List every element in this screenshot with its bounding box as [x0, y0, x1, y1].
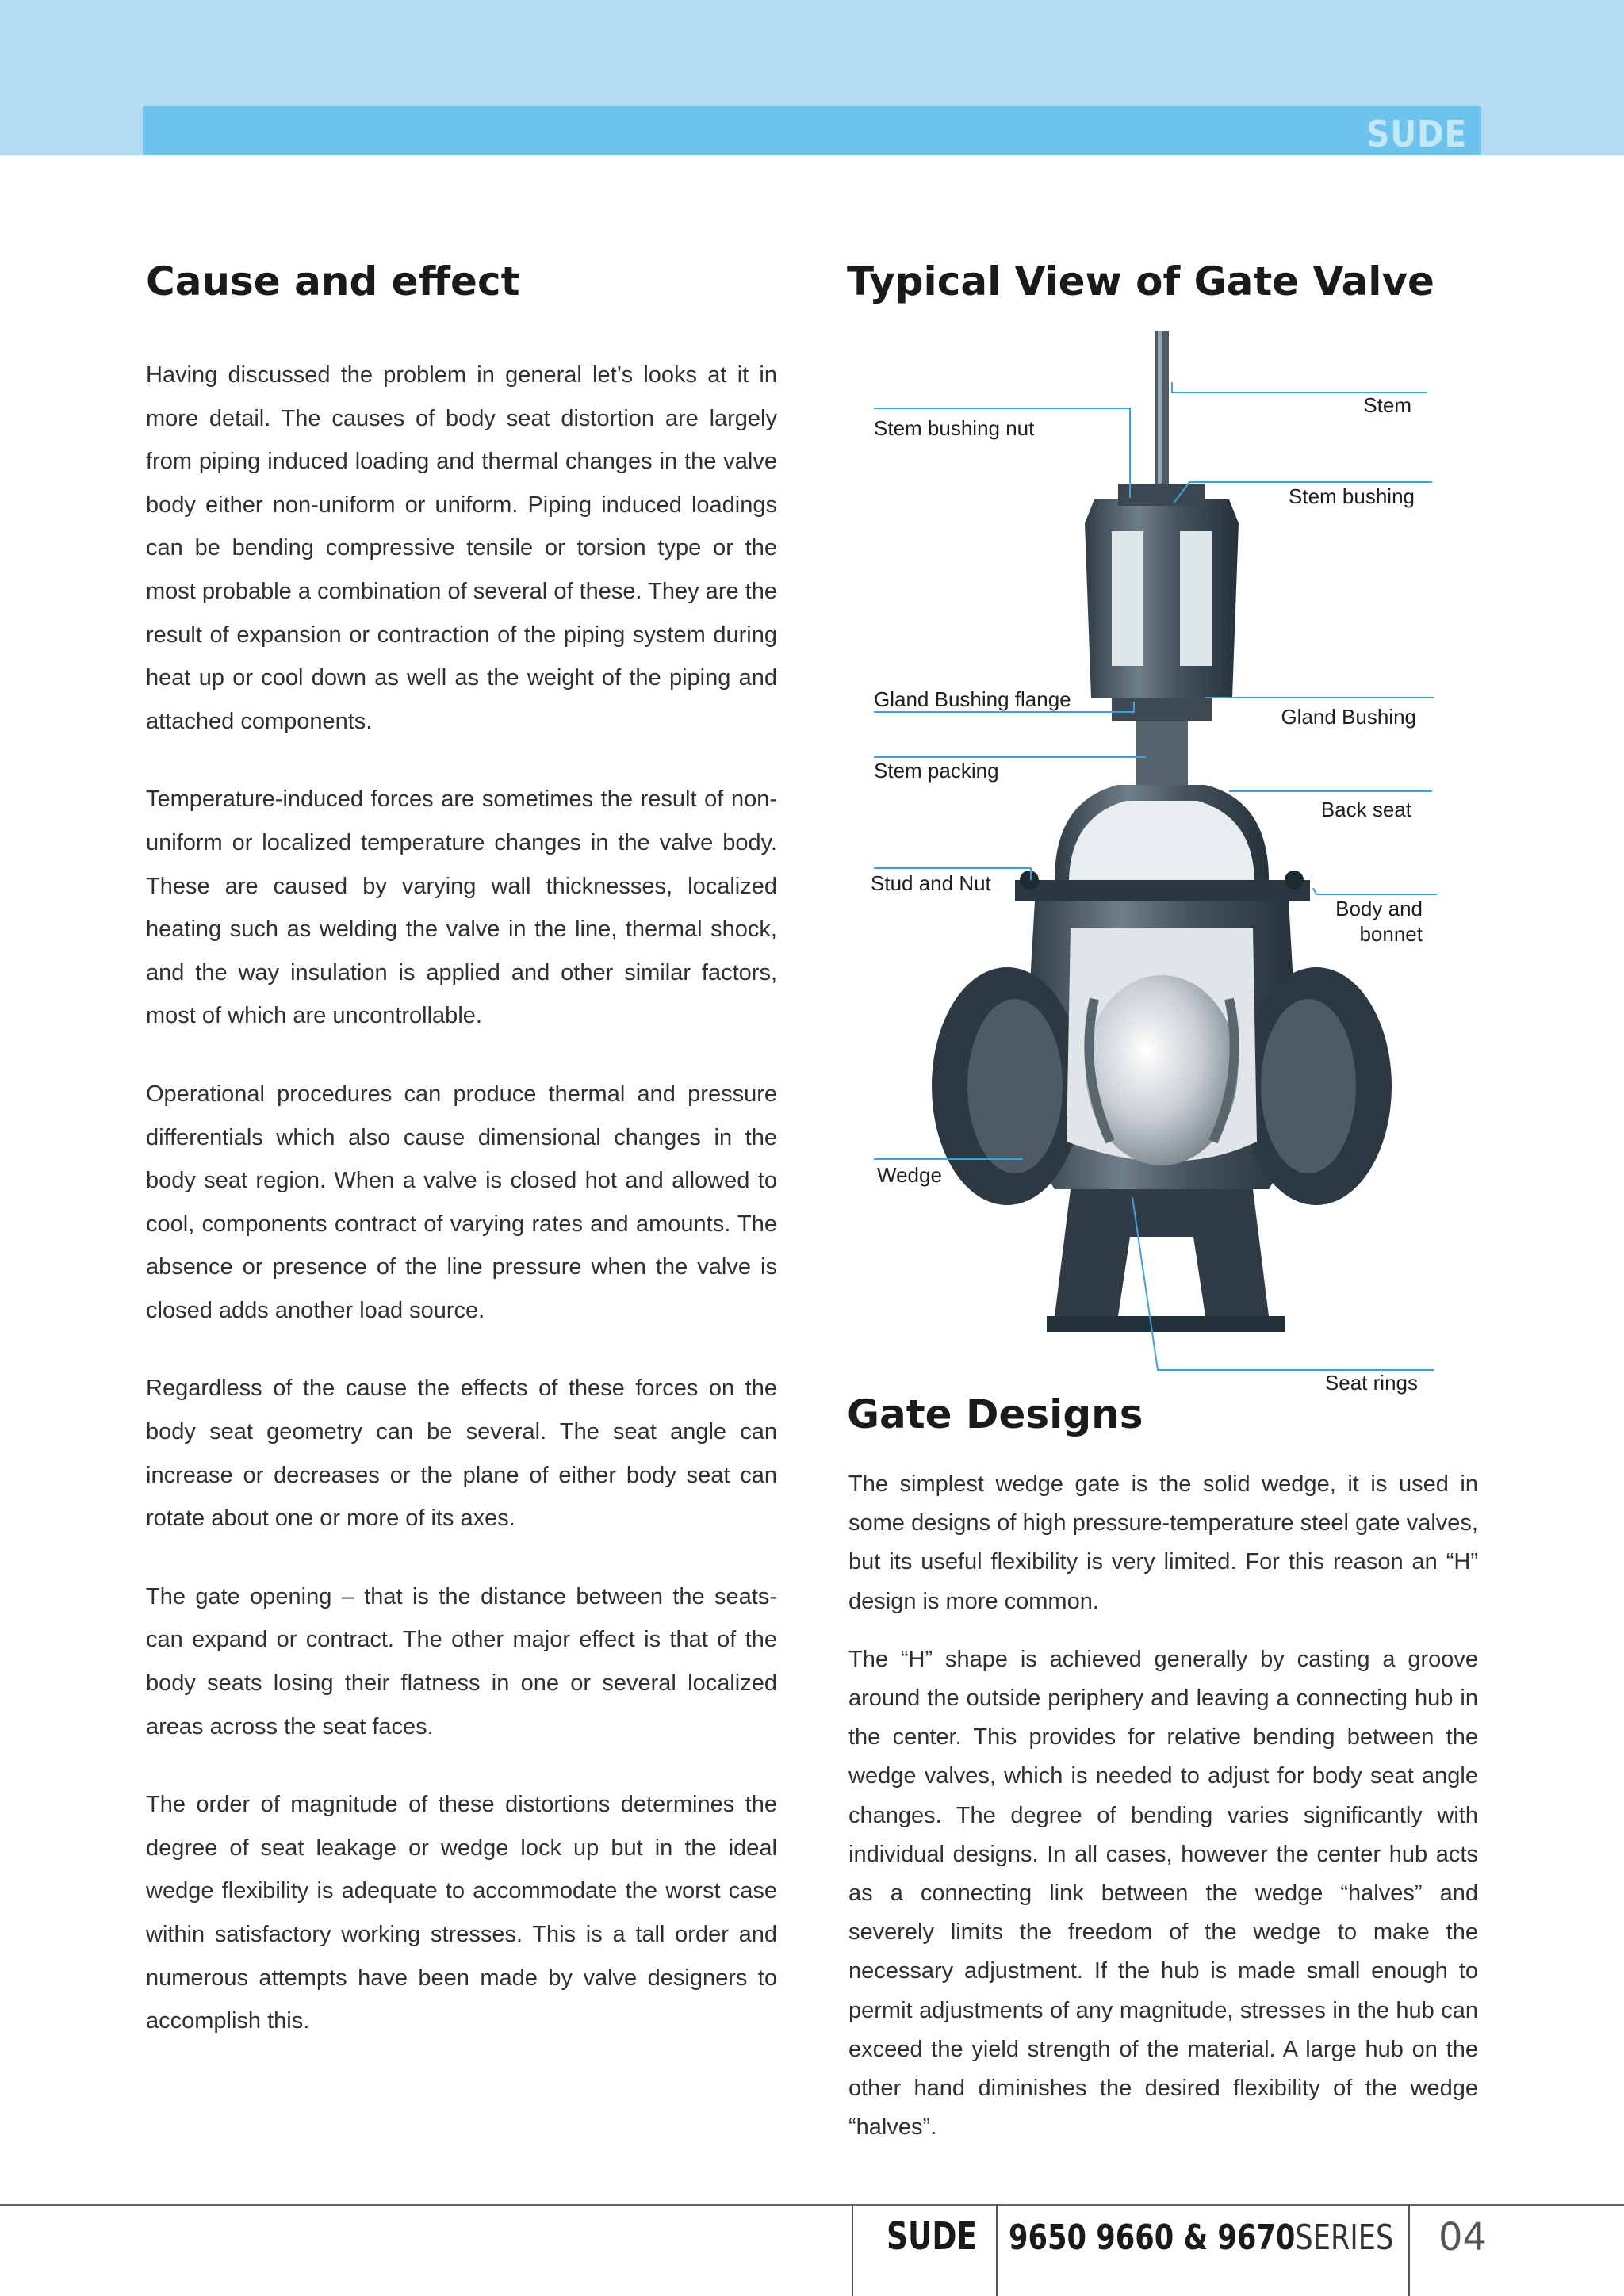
right-column — [848, 1465, 1478, 2166]
label-body-and-bonnet-line-2: bonnet — [1359, 922, 1423, 946]
label-seat-rings: Seat rings — [1324, 1371, 1418, 1395]
label-wedge: Wedge — [877, 1163, 942, 1187]
left-paragraph-6: The order of magnitude of these distortions determines the degree of seat leakage or wedge lock up but in the ideal wedge flexibility is adequate to accommodate the worst case within satisfactory working stresses. This is a tall order and numerous attempts have been made by valve designers to accomplish this. — [146, 1792, 777, 2034]
footer-divider-left — [852, 2204, 853, 2296]
left-column — [146, 354, 777, 2078]
footer-series — [1009, 2218, 1393, 2258]
label-stem-bushing: Stem bushing — [1289, 484, 1415, 508]
label-stud-and-nut: Stud and Nut — [871, 871, 991, 895]
footer-series-word: SERIES — [1295, 2218, 1394, 2258]
gate-valve-diagram — [856, 325, 1459, 1395]
footer-divider-right — [1408, 2204, 1410, 2296]
gate-valve-title: Typical View of Gate Valve — [847, 258, 1434, 304]
cause-effect-title: Cause and effect — [146, 258, 520, 304]
left-paragraph-5: The gate opening – that is the distance between the seats-can expand or contract. The other major effect is that of the body seats losing their flatness in one or several localized areas across the seat faces. — [146, 1583, 777, 1739]
header-strip — [143, 106, 1481, 155]
right-paragraph-2: The “H” shape is achieved generally by casting a groove around the outside periphery and leaving a connecting hub in the center. This provides for relative bending between the wedge valves, which is needed to adjust for body seat angle changes. The degree of bending varies significantly with individual designs. In all cases, however the center hub acts as a connecting link between the wedge “halves” and severely limits the freedom of the wedge to make the necessary adjustment. If the hub is made small enough to permit adjustments of any magnitude, stresses in the hub can exceed the yield strength of the material. A large hub on the other hand diminishes the desired flexibility of the wedge “halves”. — [848, 1646, 1478, 2141]
footer-divider-mid — [996, 2204, 998, 2296]
left-paragraph-1: Having discussed the problem in general let’s looks at it in more detail. The causes of body seat distortion are largely from piping induced loading and thermal changes in the valve body either non-uniform or uniform. Piping induced loadings can be bending compressive tensile or torsion type or the most probable a combination of several of these. They are the result of expansion or contraction of the piping system during heat up or cool down as well as the weight of the piping and attached components. — [146, 362, 777, 734]
label-body-and-bonnet-line-1: Body and — [1335, 897, 1423, 920]
header-logo: SUDE — [1366, 113, 1467, 155]
gate-designs-title: Gate Designs — [847, 1391, 1143, 1437]
left-paragraph-3: Operational procedures can produce thermal and pressure differentials which also cause dimensional changes in the body seat region. When a valve is closed hot and allowed to cool, components contract of varying rates and amounts. The absence or presence of the line pressure when the valve is closed adds another load source. — [146, 1081, 777, 1323]
footer-brand: SUDE — [887, 2214, 978, 2259]
page-number: 04 — [1438, 2215, 1488, 2260]
left-paragraph-2: Temperature-induced forces are sometimes the result of non-uniform or localized temperature changes in the valve body. These are caused by varying wall thicknesses, localized heating such as welding the valve in the line, thermal shock, and the way insulation is applied and other similar factors, most of which are uncontrollable. — [146, 786, 777, 1029]
footer-rule — [0, 2204, 1624, 2206]
right-paragraph-1: The simplest wedge gate is the solid wedge, it is used in some designs of high pressure-temperature steel gate valves, but its useful flexibility is very limited. For this reason an “H” design is more common. — [848, 1471, 1478, 1614]
label-gland-bushing: Gland Bushing — [1281, 705, 1416, 729]
label-stem: Stem — [1363, 393, 1411, 417]
label-stem-packing: Stem packing — [874, 759, 999, 783]
footer-series-numbers: 9650 9660 & 9670 — [1009, 2218, 1296, 2258]
label-stem-bushing-nut: Stem bushing nut — [874, 416, 1035, 440]
label-gland-bushing-flange: Gland Bushing flange — [874, 687, 1071, 711]
left-paragraph-4: Regardless of the cause the effects of these forces on the body seat geometry can be several. The seat angle can increase or decreases or the plane of either body seat can rotate about one or more of its axes. — [146, 1376, 777, 1532]
label-back-seat: Back seat — [1320, 798, 1411, 821]
label-body-and-bonnet — [1335, 896, 1423, 947]
